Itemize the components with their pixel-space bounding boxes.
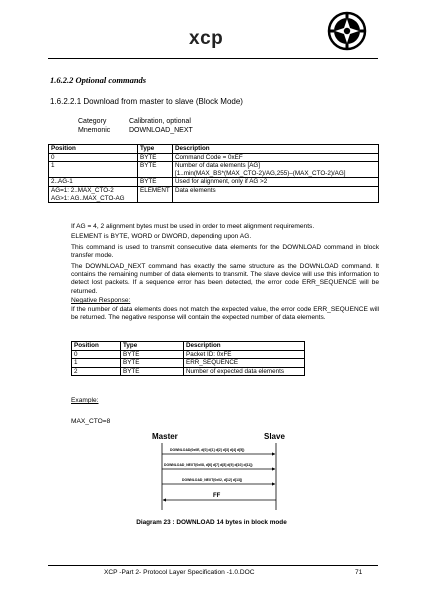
paragraph-negative-response: If the number of data elements does not match the expected value, the error code ERR_SEQUENCE will be returned. The negative response will contain the expected number of data elements. <box>71 306 379 322</box>
section-heading: 1.6.2.2 Optional commands <box>50 75 147 85</box>
column-header-description: Description <box>184 342 305 351</box>
cell-type: ELEMENT <box>138 186 173 202</box>
cell-position: 1 <box>72 359 121 368</box>
table-row <box>72 359 305 368</box>
response-label: FF <box>213 493 221 499</box>
table-row <box>49 162 379 178</box>
category-value: Calibration, optional <box>129 118 191 125</box>
cell-description: ERR_SEQUENCE <box>184 359 305 368</box>
cell-type: BYTE <box>121 350 184 359</box>
column-header-position: Position <box>72 342 121 351</box>
cell-type: BYTE <box>121 359 184 368</box>
cell-description: Command Code = 0xEF <box>173 153 379 162</box>
cell-position: 0 <box>72 350 121 359</box>
negative-response-table <box>71 341 305 376</box>
cell-position: 0 <box>49 153 138 162</box>
svg-text:xcp: xcp <box>189 28 224 49</box>
table-header-row <box>72 342 305 351</box>
cell-type: BYTE <box>138 178 173 187</box>
column-header-type: Type <box>121 342 184 351</box>
table-header-row <box>49 145 379 154</box>
cell-type: BYTE <box>138 162 173 178</box>
table-row <box>72 367 305 376</box>
cell-position: 1 <box>49 162 138 178</box>
command-structure-table <box>48 144 379 203</box>
message-label: DOWNLOAD_NEXT(0x02, d[12] d[13]) <box>182 478 243 482</box>
message-label: DOWNLOAD_NEXT(0x08, d[6] d[7] d[8] d[9] d[10] d[11]) <box>164 463 253 467</box>
footer-title: XCP -Part 2- Protocol Layer Specification -1.0.DOC <box>104 569 255 576</box>
paragraph-purpose: This command is used to transmit consecutive data elements for the DOWNLOAD command in block transfer mode. <box>71 244 379 260</box>
column-header-description: Description <box>173 145 379 154</box>
table-row <box>49 186 379 202</box>
command-meta <box>78 118 193 135</box>
column-header-position: Position <box>49 145 138 154</box>
cell-description: Number of data elements [AG] [1..min(MAX_BS*(MAX_CTO-2)/AG,255)–(MAX_CTO-2)/AG] <box>173 162 379 178</box>
diagram-caption: Diagram 23 : DOWNLOAD 14 bytes in block mode <box>136 519 287 526</box>
asam-emblem-icon <box>327 11 367 51</box>
column-header-type: Type <box>138 145 173 154</box>
mnemonic-value: DOWNLOAD_NEXT <box>129 126 193 134</box>
mnemonic-label: Mnemonic <box>78 126 111 134</box>
negative-response-heading: Negative Response: <box>71 297 131 304</box>
footer-divider <box>48 565 378 566</box>
master-label: Master <box>152 432 178 441</box>
paragraph-element-type: ELEMENT is BYTE, WORD or DWORD, depending upon AG. <box>71 233 252 240</box>
message-label: DOWNLOAD(0x0E, d[0] d[1] d[2] d[3] d[4] d[5]) <box>170 448 245 452</box>
cell-position: 2..AG-1 <box>49 178 138 187</box>
example-setting: MAX_CTO=8 <box>71 418 111 425</box>
cell-position: 2 <box>72 367 121 376</box>
cell-position: AG=1: 2..MAX_CTO-2 AG>1: AG..MAX_CTO-AG <box>49 186 138 202</box>
header-divider <box>48 58 378 59</box>
subsection-heading: 1.6.2.2.1 Download from master to slave (Block Mode) <box>50 97 243 106</box>
table-row <box>49 178 379 187</box>
cell-description: Number of expected data elements <box>184 367 305 376</box>
slave-label: Slave <box>264 432 285 441</box>
xcp-logo <box>188 27 240 49</box>
table-row <box>49 153 379 162</box>
cell-type: BYTE <box>138 153 173 162</box>
paragraph-alignment: If AG = 4, 2 alignment bytes must be used in order to meet alignment requirements. <box>71 223 315 230</box>
cell-description: Packet ID: 0xFE <box>184 350 305 359</box>
cell-description: Used for alignment, only if AG >2 <box>173 178 379 187</box>
paragraph-structure: The DOWNLOAD_NEXT command has exactly the same structure as the DOWNLOAD command. It contains the remaining number of data elements to transmit. The slave device will use this information to detect lost packets. If a sequence error has been detected, the error code ERR_SEQUENCE will be returned. <box>71 263 379 295</box>
category-label: Category <box>78 118 107 125</box>
page-number: 71 <box>355 569 363 576</box>
table-row <box>72 350 305 359</box>
sequence-diagram <box>140 430 310 520</box>
cell-description: Data elements <box>173 186 379 202</box>
example-heading: Example: <box>71 397 99 404</box>
cell-type: BYTE <box>121 367 184 376</box>
